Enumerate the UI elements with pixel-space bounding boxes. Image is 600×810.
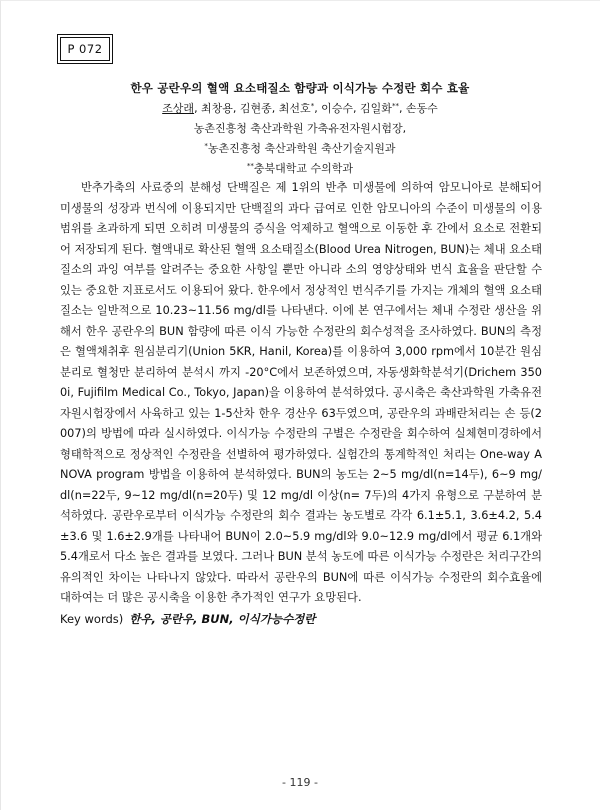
first-author: 조상래 [162, 102, 195, 115]
keywords-label: Key words) [60, 612, 124, 626]
page-number: - 119 - [282, 776, 318, 789]
abstract-body: 반추가축의 사료중의 분해성 단백질은 제 1위의 반추 미생물에 의하여 암모니아로 분해되어 미생물의 성장과 번식에 이용되지만 단백질의 과다 급여로 인한 암모니아의 수준이 미생물의 이용범위를 초과하게 되면 오히려 미생물의 증식을 억제하고 혈액으로 이동한 후 간에서 요소로 전환되어 저장되게 된다. 혈액내로 확산된 혈액 요소태질소(Blood Urea Nitrogen, BUN)는 체내 요소태질소의 과잉 여부를 알려주는 중요한 사항일 뿐만 아니라 소의 영양상태와 번식 효율을 판단할 수 있는 중요한 지표로서도 이용되어 왔다. 한우에서 정상적인 번식주기를 가지는 개체의 혈액 요소태질소는 일반적으로 10.23~11.56 mg/dl를 나타낸다. 이에 본 연구에서는 체내 수정란 생산을 위해서 한우 공란우의 BUN 함량에 따른 이식 가능한 수정란의 회수성적을 조사하였다. BUN의 측정은 혈액채취후 원심분리기(Union 5KR, Hanil, Korea)를 이용하여 3,000 rpm에서 10분간 원심분리로 혈청만 분리하여 분석시 까지 -20°C에서 보존하였으며, 자동생화학분석기(Drichem 3500i, Fujifilm Medical Co., Tokyo, Japan)을 이용하여 분석하였다. 공시축은 축산과학원 가축유전자원시험장에서 사육하고 있는 1-5산차 한우 경산우 63두였으며, 공란우의 과배란처리는 손 등(2007)의 방법에 따라 실시하였다. 이식가능 수정란의 구별은 수정란을 회수하여 실체현미경하에서 형태학적으로 정상적인 수정란을 선별하여 평가하였다. 실험간의 통계학적인 처리는 One-way ANOVA program 방법을 이용하여 분석하였다. BUN의 농도는 2~5 mg/dl(n=14두), 6~9 mg/dl(n=22두, 9~12 mg/dl(n=20두) 및 12 mg/dl 이상(n= 7두)의 4가지 유형으로 구분하여 분석하였다. 공란우로부터 이식가능 수정란의 회수 결과는 농도별로 각각 6.1±5.1, 3.6±4.2, 5.4±3.6 및 1.6±2.9개를 나타내어 BUN이 2.0~5.9 mg/dl와 9.0~12.9 mg/dl에서 평균 6.1개와 5.4개로서 다소 높은 결과를 보였다. 그러나 BUN 분석 농도에 따른 이식가능 수정란은 처리구간의 유의적인 차이는 나타나지 않았다. 따라서 공란우의 BUN에 따른 이식가능 수정란의 회수효율에 대하여는 더 많은 공시축을 이용한 추가적인 연구가 요망된다. [60, 181, 542, 604]
presentation-code: P 072 [60, 37, 110, 61]
affiliation-mark: ** [246, 162, 254, 170]
affiliation-text: 농촌진흥청 축산과학원 가축유전자원시험장, [193, 122, 407, 135]
paper-title: 한우 공란우의 혈액 요소태질소 함량과 이식가능 수정란 회수 효율 [130, 81, 470, 95]
affiliation-mark: * [310, 102, 315, 110]
author-list [0, 100, 600, 116]
affiliation-mark: * [204, 142, 208, 150]
author-names: , 최창용, 김현종, 최선호 [194, 102, 311, 115]
author-names: , 이승수, 김일화 [314, 102, 392, 115]
affiliation-2 [0, 140, 600, 156]
affiliation-3 [0, 160, 600, 176]
affiliation-mark: ** [391, 102, 399, 110]
keywords [60, 611, 315, 627]
author-names: , 손동수 [398, 102, 438, 115]
keywords-terms: 한우, 공란우, BUN, 이식가능수정란 [129, 612, 316, 626]
affiliation-text: 충북대학교 수의학과 [253, 162, 354, 175]
affiliation-text: 농촌진흥청 축산과학원 축산기술지원과 [207, 142, 396, 155]
affiliation-1 [0, 120, 600, 136]
